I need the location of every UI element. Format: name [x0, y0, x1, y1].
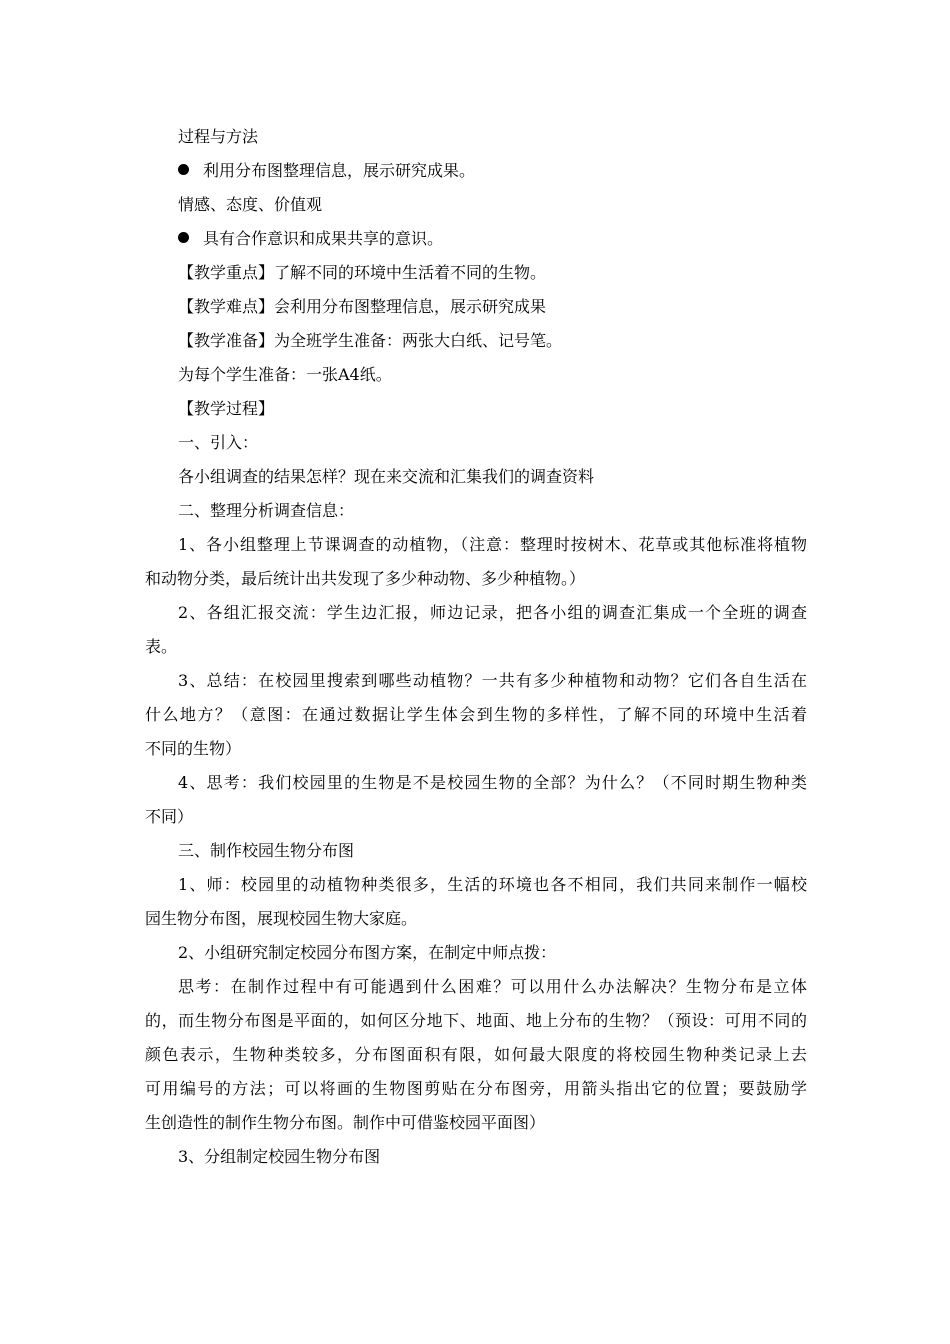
paragraph-text: 表。 [145, 637, 178, 656]
heading-emotion-attitude: 情感、态度、价值观 [178, 195, 323, 214]
paragraph-text: 1、各小组整理上节课调查的动植物，（注意：整理时按树木、花草或其他标准将植物 [178, 535, 807, 554]
document-body [145, 120, 807, 1174]
bullet-text: 利用分布图整理信息，展示研究成果。 [203, 161, 476, 180]
paragraph-text: 4、思考：我们校园里的生物是不是校园生物的全部？为什么？（不同时期生物种类 [178, 773, 807, 792]
section-analysis: 二、整理分析调查信息： [178, 501, 355, 520]
teaching-difficulty: 【教学难点】会利用分布图整理信息，展示研究成果 [178, 297, 547, 316]
teaching-process-heading: 【教学过程】 [178, 399, 275, 418]
paragraph-text: 园生物分布图，展现校园生物大家庭。 [145, 909, 418, 928]
paragraph-text: 的，而生物分布图是平面的，如何区分地下、地面、地上分布的生物？（预设：可用不同的 [145, 1011, 807, 1030]
paragraph-text: 什么地方？（意图：在通过数据让学生体会到生物的多样性，了解不同的环境中生活着 [145, 705, 807, 724]
section-make-map: 三、制作校园生物分布图 [178, 841, 355, 860]
bullet-item [145, 154, 807, 188]
bullet-icon [178, 232, 189, 243]
student-preparation: 为每个学生准备：一张A4纸。 [178, 365, 392, 384]
paragraph-text: 3、分组制定校园生物分布图 [178, 1147, 381, 1166]
teaching-preparation: 【教学准备】为全班学生准备：两张大白纸、记号笔。 [178, 331, 563, 350]
paragraph-text: 2、各组汇报交流：学生边汇报，师边记录，把各小组的调查汇集成一个全班的调查 [178, 603, 807, 622]
paragraph-text: 不同的生物） [145, 739, 242, 758]
section-intro: 一、引入： [178, 433, 259, 452]
teaching-focus: 【教学重点】了解不同的环境中生活着不同的生物。 [178, 263, 547, 282]
paragraph-text: 和动物分类，最后统计出共发现了多少种动物、多少种植物。） [145, 569, 586, 588]
paragraph-text: 2、小组研究制定校园分布图方案，在制定中师点拨： [178, 943, 557, 962]
paragraph-text: 思考：在制作过程中有可能遇到什么困难？可以用什么办法解决？生物分布是立体 [178, 977, 807, 996]
paragraph-text: 各小组调查的结果怎样？现在来交流和汇集我们的调查资料 [178, 467, 595, 486]
paragraph-text: 生创造性的制作生物分布图。制作中可借鉴校园平面图） [145, 1113, 546, 1132]
bullet-icon [178, 164, 189, 175]
paragraph-text: 不同） [145, 807, 194, 826]
heading-process-method: 过程与方法 [178, 127, 259, 146]
paragraph-text: 可用编号的方法；可以将画的生物图剪贴在分布图旁，用箭头指出它的位置；要鼓励学 [145, 1079, 807, 1098]
paragraph-text: 3、总结：在校园里搜索到哪些动植物？一共有多少种植物和动物？它们各自生活在 [178, 671, 807, 690]
paragraph-text: 颜色表示，生物种类较多，分布图面积有限，如何最大限度的将校园生物种类记录上去 [145, 1045, 807, 1064]
bullet-item [145, 222, 807, 256]
paragraph-text: 1、师：校园里的动植物种类很多，生活的环境也各不相同，我们共同来制作一幅校 [178, 875, 807, 894]
bullet-text: 具有合作意识和成果共享的意识。 [203, 229, 444, 248]
